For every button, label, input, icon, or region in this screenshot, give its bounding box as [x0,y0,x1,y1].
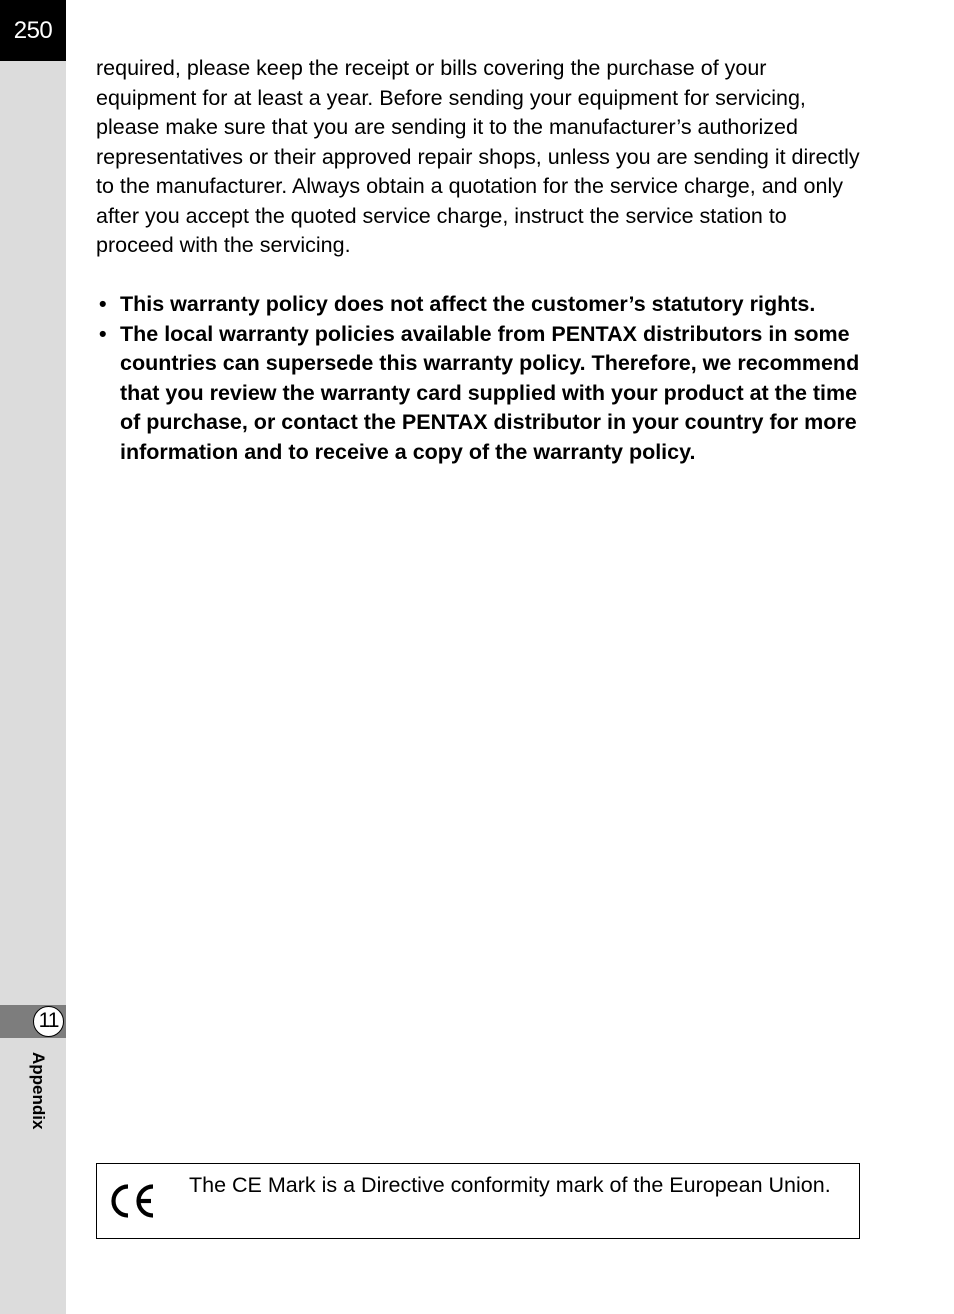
chapter-number: 11 [33,1006,64,1037]
warranty-notes [96,290,860,467]
ce-mark-icon [109,1183,157,1219]
bullet-icon: • [99,292,107,316]
warranty-note-local [96,320,860,468]
page-number: 250 [0,0,66,61]
ce-notice-box [96,1163,860,1239]
bullet-icon: • [99,321,107,346]
warranty-note-statutory [96,290,860,320]
ce-notice-text: The CE Mark is a Directive conformity mark of the European Union. [189,1173,831,1197]
main-content [96,54,860,467]
chapter-label: Appendix [29,1052,48,1130]
body-paragraph: required, please keep the receipt or bills covering the purchase of your equipment for at least a year. Before sending your equipment for servicing, please make sure that you are sending it to the manufacturer’s authorized representatives or their approved repair shops, unless you are sending it directly to the manufacturer. Always obtain a quotation for the service charge, and only after you accept the quoted service charge, instruct the service station to proceed with the servicing. [96,56,860,257]
warranty-note-text: This warranty policy does not affect the customer’s statutory rights. [120,292,816,316]
warranty-note-text: The local warranty policies available from PENTAX distributors in some countries can supersede this warranty policy. Therefore, we recommend that you review the warranty card supplied with your product at the time of purchase, or contact the PENTAX distributor in your country for more information and to receive a copy of the warranty policy. [120,321,860,464]
